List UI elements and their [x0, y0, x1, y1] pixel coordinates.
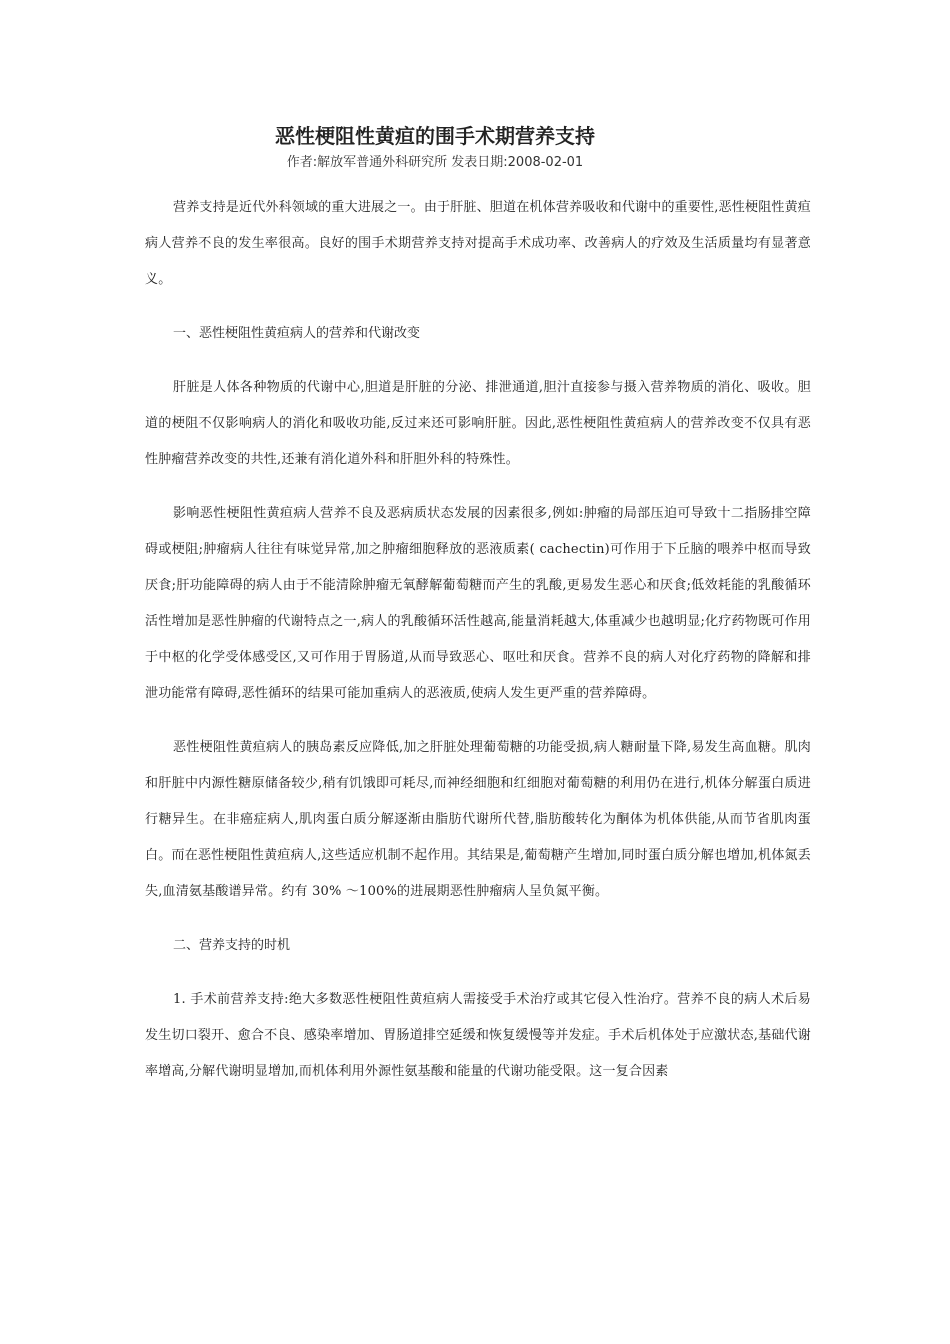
document-body: [145, 190, 811, 1108]
document-meta: 作者:解放军普通外科研究所 发表日期:2008-02-01: [286, 155, 584, 170]
paragraph-preop: 1. 手术前营养支持:绝大多数恶性梗阻性黄疸病人需接受手术治疗或其它侵入性治疗。营养不良的病人术后易发生切口裂开、愈合不良、感染率增加、胃肠道排空延缓和恢复缓慢等并发症。手术后机体处于应激状态,基础代谢率增高,分解代谢明显增加,而机体利用外源性氨基酸和能量的代谢功能受限。这一复合因素: [145, 992, 811, 1079]
paragraph-factors: 影响恶性梗阻性黄疸病人营养不良及恶病质状态发展的因素很多,例如:肿瘤的局部压迫可导致十二指肠排空障碍或梗阻;肿瘤病人往往有味觉异常,加之肿瘤细胞释放的恶液质素( cachectin)可作用于下丘脑的喂养中枢而导致厌食;肝功能障碍的病人由于不能清除肿瘤无氧酵解葡萄糖而产生的乳酸,更易发生恶心和厌食;低效耗能的乳酸循环活性增加是恶性肿瘤的代谢特点之一,病人的乳酸循环活性越高,能量消耗越大,体重减少也越明显;化疗药物既可作用于中枢的化学受体感受区,又可作用于胃肠道,从而导致恶心、呕吐和厌食。营养不良的病人对化疗药物的降解和排泄功能常有障碍,恶性循环的结果可能加重病人的恶液质,使病人发生更严重的营养障碍。: [145, 506, 811, 701]
paragraph-intro: 营养支持是近代外科领域的重大进展之一。由于肝脏、胆道在机体营养吸收和代谢中的重要性,恶性梗阻性黄疸病人营养不良的发生率很高。良好的围手术期营养支持对提高手术成功率、改善病人的疗效及生活质量均有显著意义。: [145, 200, 811, 287]
section-heading-1: 一、恶性梗阻性黄疸病人的营养和代谢改变: [173, 326, 421, 341]
section-heading-2: 二、营养支持的时机: [173, 938, 291, 953]
paragraph-insulin: 恶性梗阻性黄疸病人的胰岛素反应降低,加之肝脏处理葡萄糖的功能受损,病人糖耐量下降,易发生高血糖。肌肉和肝脏中内源性糖原储备较少,稍有饥饿即可耗尽,而神经细胞和红细胞对葡萄糖的利用仍在进行,机体分解蛋白质进行糖异生。在非癌症病人,肌肉蛋白质分解逐渐由脂肪代谢所代替,脂肪酸转化为酮体为机体供能,从而节省肌肉蛋白。而在恶性梗阻性黄疸病人,这些适应机制不起作用。其结果是,葡萄糖产生增加,同时蛋白质分解也增加,机体氮丢失,血清氨基酸谱异常。约有 30% ～100%的进展期恶性肿瘤病人呈负氮平衡。: [145, 740, 811, 899]
document-title: 恶性梗阻性黄疸的围手术期营养支持: [275, 124, 595, 148]
paragraph-liver: 肝脏是人体各种物质的代谢中心,胆道是肝脏的分泌、排泄通道,胆汁直接参与摄入营养物质的消化、吸收。胆道的梗阻不仅影响病人的消化和吸收功能,反过来还可影响肝脏。因此,恶性梗阻性黄疸病人的营养改变不仅具有恶性肿瘤营养改变的共性,还兼有消化道外科和肝胆外科的特殊性。: [145, 380, 811, 467]
